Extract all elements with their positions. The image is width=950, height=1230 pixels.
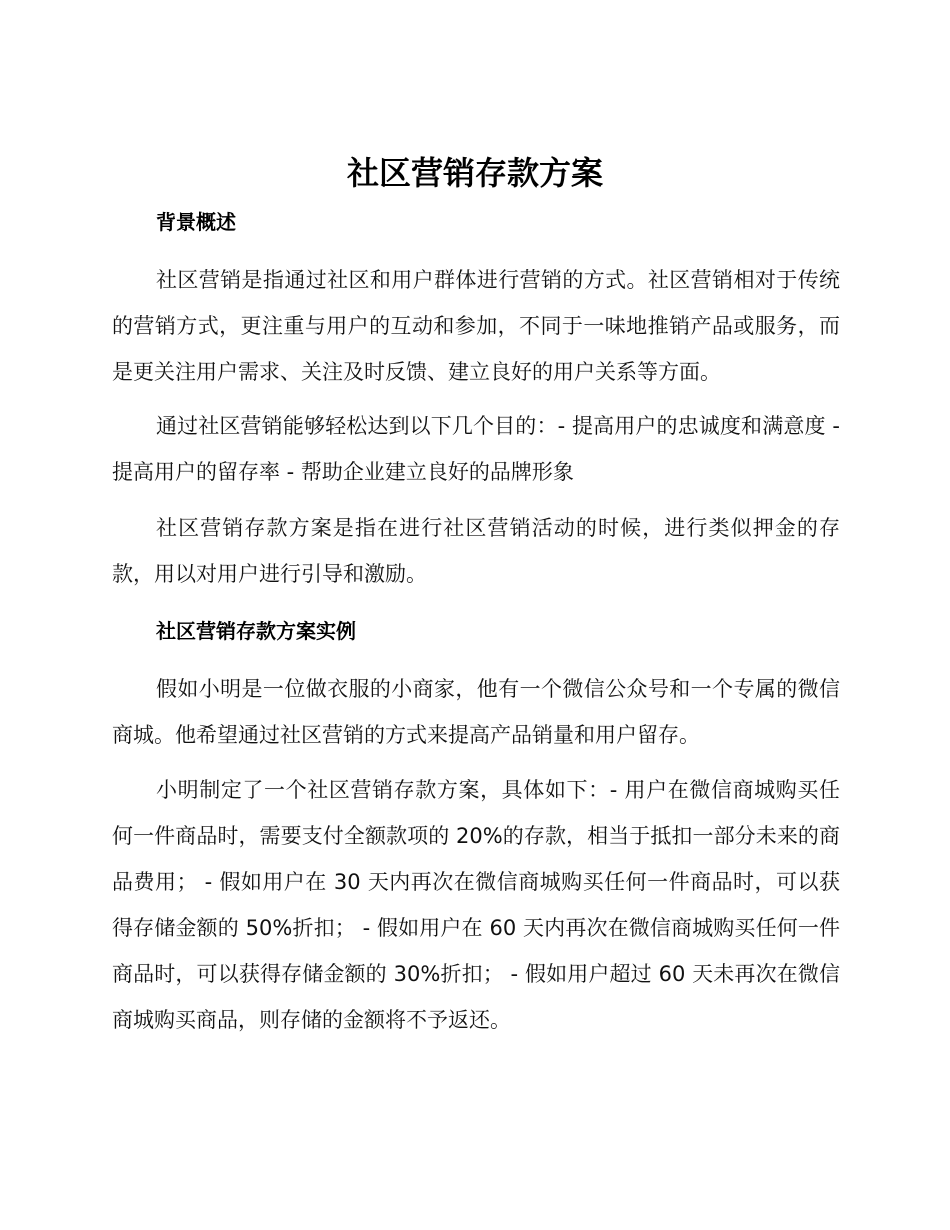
section-heading-example: 社区营销存款方案实例 (156, 619, 356, 643)
section-heading-background: 背景概述 (156, 210, 236, 234)
paragraph-deposit-plan-definition: 社区营销存款方案是指在进行社区营销活动的时候，进行类似押金的存款，用以对用户进行引导和激励。 (112, 516, 840, 586)
paragraph-example-intro: 假如小明是一位做衣服的小商家，他有一个微信公众号和一个专属的微信商城。他希望通过社区营销的方式来提高产品销量和用户留存。 (112, 677, 840, 747)
paragraph-community-marketing-definition: 社区营销是指通过社区和用户群体进行营销的方式。社区营销相对于传统的营销方式，更注重与用户的互动和参加，不同于一味地推销产品或服务，而是更关注用户需求、关注及时反馈、建立良好的用户关系等方面。 (112, 268, 840, 384)
paragraph-community-marketing-goals: 通过社区营销能够轻松达到以下几个目的：- 提高用户的忠诚度和满意度 - 提高用户的留存率 - 帮助企业建立良好的品牌形象 (112, 414, 840, 484)
paragraph-example-plan-details: 小明制定了一个社区营销存款方案，具体如下：- 用户在微信商城购买任何一件商品时，需要支付全额款项的 20%的存款，相当于抵扣一部分未来的商品费用； - 假如用户在 30 天内再次在微信商城购买任何一件商品时，可以获得存储金额的 50%折扣； - 假如用户在 60 天内再次在微信商城购买任何一件商品时，可以获得存储金额的 30%折扣； - 假如用户超过 60 天未再次在微信商城购买商品，则存储的金额将不予返还。 (112, 778, 840, 1032)
document-title: 社区营销存款方案 (346, 154, 603, 192)
